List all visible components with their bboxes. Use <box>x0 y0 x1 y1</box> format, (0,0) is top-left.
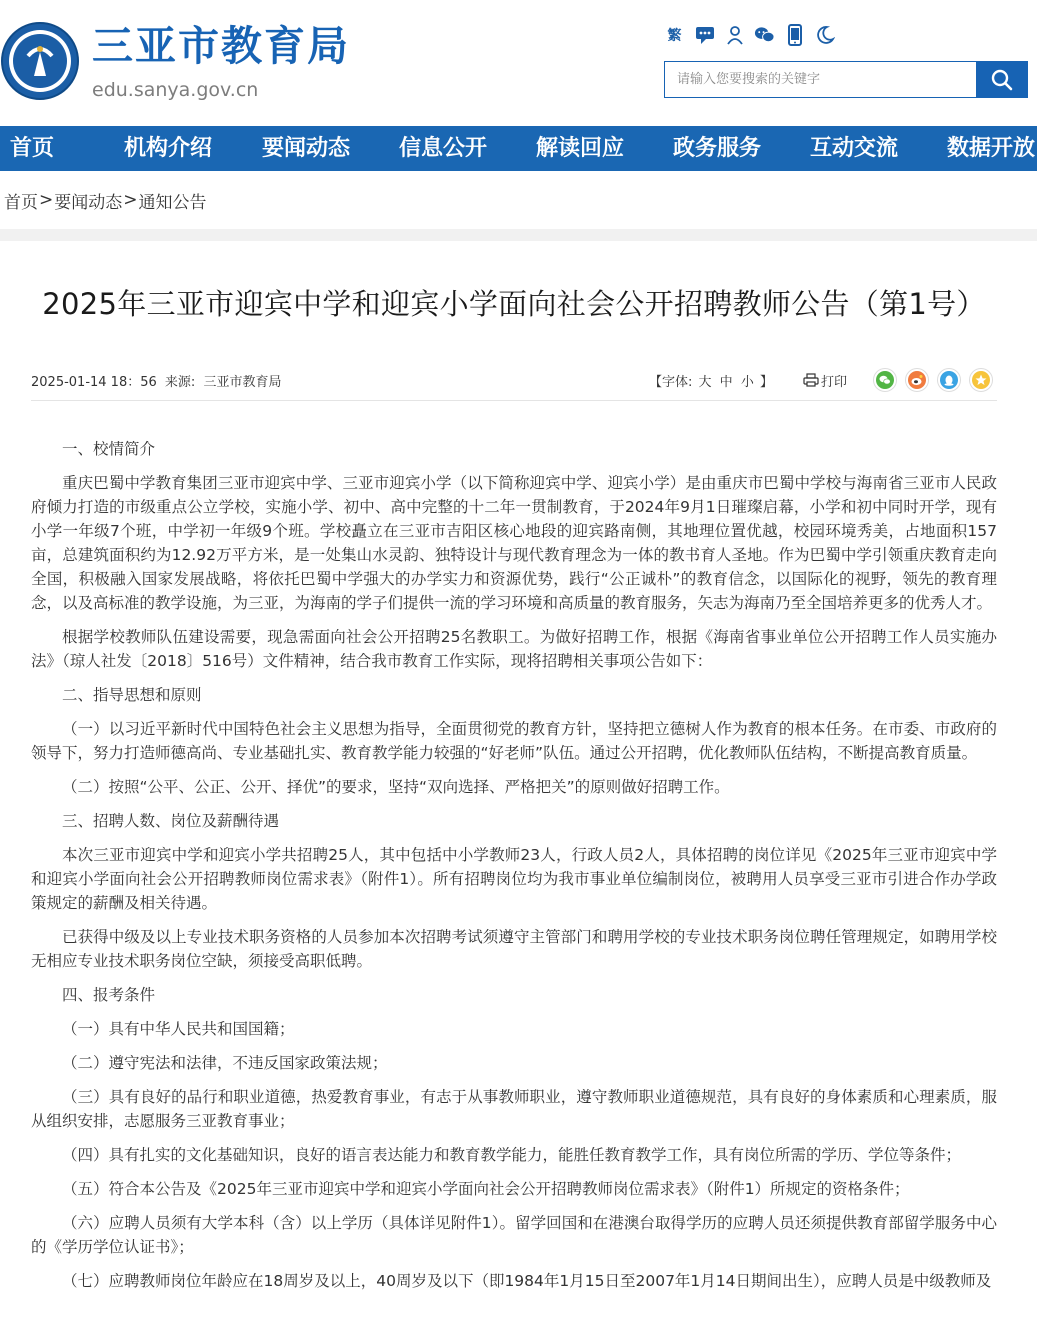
paragraph: 根据学校教师队伍建设需要，现急需面向社会公开招聘25名教职工。为做好招聘工作，根据《海南省事业单位公开招聘工作人员实施办法》（琼人社发〔2018〕516号）文件精神，结合我市教育工作实际，现将招聘相关事项公告如下： <box>31 628 997 670</box>
mobile-icon[interactable] <box>784 24 805 46</box>
source-value: 三亚市教育局 <box>203 374 282 390</box>
source-label: 来源: <box>164 374 196 390</box>
breadcrumb <box>0 171 1037 229</box>
font-large-button[interactable]: 大 <box>698 374 712 390</box>
paragraph: （一）具有中华人民共和国国籍； <box>62 1020 295 1038</box>
article-meta <box>31 366 997 394</box>
font-size-control <box>649 371 773 390</box>
article-title: 2025年三亚市迎宾中学和迎宾小学面向社会公开招聘教师公告（第1号） <box>42 287 986 321</box>
search-box <box>664 61 1028 98</box>
font-small-button[interactable]: 小 <box>740 374 754 390</box>
breadcrumb-separator: > <box>39 190 54 210</box>
paragraph: （四）具有扎实的文化基础知识，良好的语言表达能力和教育教学能力，能胜任教育教学工作，具有岗位所需的学历、学位等条件； <box>62 1146 962 1164</box>
nav-item-services[interactable]: 政务服务 <box>673 136 762 161</box>
traditional-chinese-toggle[interactable]: 繁 <box>667 28 682 44</box>
site-domain: edu.sanya.gov.cn <box>92 79 259 101</box>
share-favorite-icon[interactable] <box>969 368 993 392</box>
share-weibo-icon[interactable] <box>905 368 929 392</box>
printer-icon <box>803 373 819 387</box>
breadcrumb-home[interactable]: 首页 <box>4 192 38 213</box>
paragraph: （五）符合本公告及《2025年三亚市迎宾中学和迎宾小学面向社会公开招聘教师岗位需求表》（附件1）所规定的资格条件； <box>62 1180 910 1198</box>
search-button[interactable] <box>976 62 1027 97</box>
nav-item-disclosure[interactable]: 信息公开 <box>399 136 488 161</box>
breadcrumb-separator: > <box>123 190 138 210</box>
paragraph: （二）按照“公平、公正、公开、择优”的要求，坚持“双向选择、严格把关”的原则做好招聘工作。 <box>62 778 730 796</box>
nav-item-interpretation[interactable]: 解读回应 <box>536 136 625 161</box>
wechat-icon[interactable] <box>754 24 775 46</box>
accessibility-moon-icon[interactable] <box>814 24 835 46</box>
user-icon[interactable] <box>724 24 745 46</box>
share-qq-icon[interactable] <box>937 368 961 392</box>
nav-item-news[interactable]: 要闻动态 <box>262 136 351 161</box>
nav-item-open-data[interactable]: 数据开放 <box>947 136 1036 161</box>
article <box>0 241 1037 1293</box>
section-heading: 三、招聘人数、岗位及薪酬待遇 <box>62 812 280 830</box>
site-header <box>0 0 1037 126</box>
section-heading: 四、报考条件 <box>62 986 156 1004</box>
search-input[interactable] <box>665 62 976 97</box>
publish-date: 2025-01-14 18：56 <box>31 374 157 390</box>
font-label-open: 【字体: <box>648 374 693 390</box>
section-heading: 一、校情简介 <box>62 440 156 458</box>
nav-item-about[interactable]: 机构介绍 <box>124 136 213 161</box>
section-heading: 二、指导思想和原则 <box>62 686 202 704</box>
article-content <box>31 437 997 1293</box>
paragraph: （七）应聘教师岗位年龄应在18周岁及以上，40周岁及以下（即1984年1月15日至2007年1月14日期间出生），应聘人员是中级教师及 <box>62 1272 992 1290</box>
main-nav <box>0 126 1037 171</box>
meta-divider <box>31 400 997 401</box>
font-medium-button[interactable]: 中 <box>719 374 733 390</box>
nav-item-interaction[interactable]: 互动交流 <box>810 136 899 161</box>
print-button[interactable] <box>803 371 847 390</box>
paragraph: （六）应聘人员须有大学本科（含）以上学历（具体详见附件1）。留学回国和在港澳台取得学历的应聘人员还须提供教育部留学服务中心的《学历学位认证书》； <box>31 1214 997 1256</box>
paragraph: （一）以习近平新时代中国特色社会主义思想为指导，全面贯彻党的教育方针，坚持把立德树人作为教育的根本任务。在市委、市政府的领导下，努力打造师德高尚、专业基础扎实、教育教学能力较强的“好老师”队伍。通过公开招聘，优化教师队伍结构，不断提高教育质量。 <box>31 720 997 762</box>
paragraph: 本次三亚市迎宾中学和迎宾小学共招聘25人，其中包括中小学教师23人，行政人员2人，具体招聘的岗位详见《2025年三亚市迎宾中学和迎宾小学面向社会公开招聘教师岗位需求表》（附件1）。所有招聘岗位均为我市事业单位编制岗位，被聘用人员享受三亚市引进合作办学政策规定的薪酬及相关待遇。 <box>31 846 997 912</box>
share-wechat-icon[interactable] <box>873 368 897 392</box>
paragraph: （三）具有良好的品行和职业道德，热爱教育事业，有志于从事教师职业，遵守教师职业道德规范，具有良好的身体素质和心理素质，服从组织安排，志愿服务三亚教育事业； <box>31 1088 997 1130</box>
font-label-close: 】 <box>759 374 773 390</box>
nav-item-home[interactable]: 首页 <box>10 136 55 161</box>
paragraph: （二）遵守宪法和法律，不违反国家政策法规； <box>62 1054 388 1072</box>
breadcrumb-news[interactable]: 要闻动态 <box>54 192 123 213</box>
section-divider <box>0 229 1037 241</box>
share-buttons <box>873 368 993 392</box>
message-icon[interactable] <box>694 24 715 46</box>
header-tools <box>664 24 835 46</box>
site-title: 三亚市教育局 <box>92 22 350 70</box>
breadcrumb-notices[interactable]: 通知公告 <box>138 192 207 213</box>
search-icon <box>990 68 1014 92</box>
paragraph: 已获得中级及以上专业技术职务资格的人员参加本次招聘考试须遵守主管部门和聘用学校的专业技术职务岗位聘任管理规定，如聘用学校无相应专业技术职务岗位空缺，须接受高职低聘。 <box>31 928 997 970</box>
paragraph: 重庆巴蜀中学教育集团三亚市迎宾中学、三亚市迎宾小学（以下简称迎宾中学、迎宾小学）是由重庆市巴蜀中学校与海南省三亚市人民政府倾力打造的市级重点公立学校，实施小学、初中、高中完整的十二年一贯制教育，于2024年9月1日璀璨启幕，小学和初中同时开学，现有小学一年级7个班，中学初一年级9个班。学校矗立在三亚市吉阳区核心地段的迎宾路南侧，其地理位置优越，校园环境秀美，占地面积157亩，总建筑面积约为12.92万平方米，是一处集山水灵韵、独特设计与现代教育理念为一体的教书育人圣地。作为巴蜀中学引领重庆教育走向全国，积极融入国家发展战略，将依托巴蜀中学强大的办学实力和资源优势，践行“公正诚朴”的教育信念，以国际化的视野，领先的教育理念，以及高标准的教学设施，为三亚，为海南的学子们提供一流的学习环境和高质量的教育服务，矢志为海南乃至全国培养更多的优秀人才。 <box>31 474 997 612</box>
print-label: 打印 <box>820 374 847 390</box>
sanya-education-logo[interactable] <box>0 16 80 106</box>
